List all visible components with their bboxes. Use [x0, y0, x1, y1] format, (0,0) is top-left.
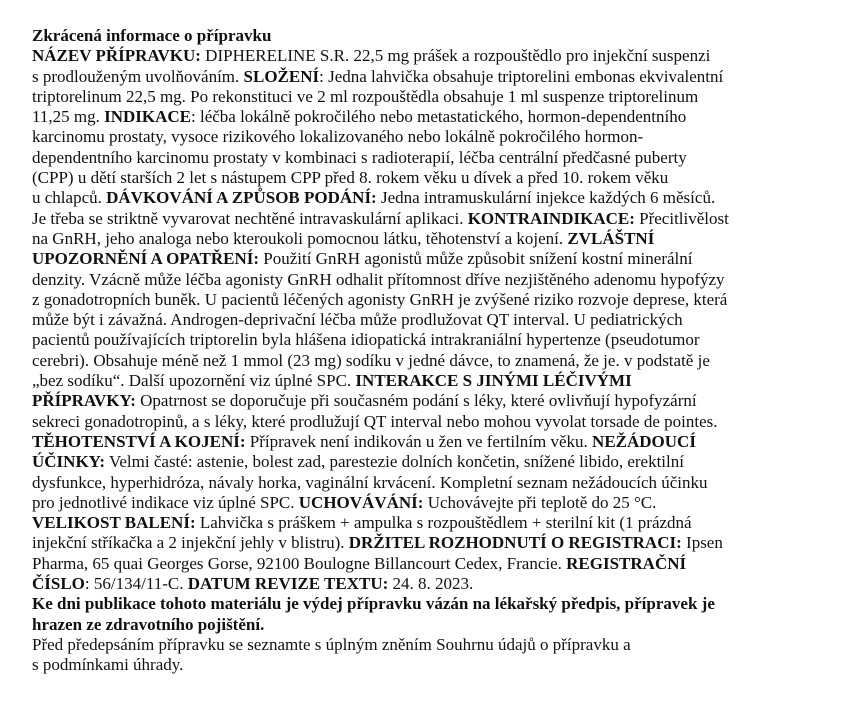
section-heading: DRŽITEL ROZHODNUTÍ O REGISTRACI: [348, 533, 682, 553]
body-text: Přecitlivělost [634, 208, 729, 228]
body-text: na GnRH, jeho analoga nebo kteroukoli pomocnou látku, těhotenství a kojení. [32, 228, 568, 248]
text-line [32, 533, 729, 553]
body-text: dysfunkce, hyperhidróza, návaly horka, vaginální krvácení. Kompletní seznam nežádoucích účinku [32, 472, 708, 492]
body-text: (CPP) u dětí starších 2 let s nástupem CPP před 8. rokem věku u dívek a před 10. rokem věku [32, 168, 669, 188]
body-text: „bez sodíku“. Další upozornění viz úplné SPC. [32, 371, 356, 391]
text-line [32, 87, 729, 107]
body-text: u chlapců. [32, 188, 107, 208]
text-line [32, 473, 729, 493]
body-text: dependentního karcinomu prostaty v kombinaci s radioterapií, léčba centrální předčasné puberty [32, 147, 687, 167]
body-text: 24. 8. 2023. [388, 574, 474, 594]
text-line [32, 554, 729, 574]
section-heading: ÚČINKY: [32, 452, 106, 472]
text-line [32, 615, 729, 635]
body-text: cerebri). Obsahuje méně než 1 mmol (23 mg) sodíku v jedné dávce, to znamená, že je. v podstatě je [32, 350, 710, 370]
section-heading: Ke dni publikace tohoto materiálu je výdej přípravku vázán na lékařský předpis, přípravek je [32, 594, 715, 614]
text-line [32, 594, 729, 614]
body-text: Pharma, 65 quai Georges Gorse, 92100 Boulogne Billancourt Cedex, Francie. [32, 553, 567, 573]
section-heading: INTERAKCE S JINÝMI LÉČIVÝMI [355, 371, 632, 391]
section-heading: ČÍSLO [32, 574, 85, 594]
text-line [32, 412, 729, 432]
section-heading: NÁZEV PŘÍPRAVKU: [32, 46, 201, 66]
text-line [32, 330, 729, 350]
text-line [32, 209, 729, 229]
body-text: pro jednotlivé indikace viz úplné SPC. [32, 492, 299, 512]
body-text: karcinomu prostaty, vysoce rizikového lokalizovaného nebo lokálně pokročilého hormon- [32, 127, 644, 147]
section-heading: ZVLÁŠTNÍ [567, 228, 655, 248]
body-text: triptorelinum 22,5 mg. Po rekonstituci ve 2 ml rozpouštědla obsahuje 1 ml suspenze triptorelinum [32, 86, 699, 106]
body-text: Velmi časté: astenie, bolest zad, parestezie dolních končetin, snížené libido, erektilní [105, 452, 684, 472]
body-text: injekční stříkačka a 2 injekční jehly v blistru). [32, 533, 349, 553]
text-line [32, 290, 729, 310]
body-text: Je třeba se striktně vyvarovat nechtěné intravaskulární aplikaci. [32, 208, 468, 228]
section-heading: UPOZORNĚNÍ A OPATŘENÍ: [32, 249, 260, 269]
text-line [32, 148, 729, 168]
text-line [32, 46, 729, 66]
body-text: Před předepsáním přípravku se seznamte s úplným zněním Souhrnu údajů o přípravku a [32, 634, 631, 654]
section-heading: VELIKOST BALENÍ: [32, 513, 196, 533]
text-line [32, 574, 729, 594]
body-text: pacientů používajících triptorelin byla hlášena idiopatická intrakraniální hypertenze (pseudotumor [32, 330, 700, 350]
body-text: : léčba lokálně pokročilého nebo metastatického, hormon-dependentního [191, 107, 687, 127]
body-text: sekreci gonadotropinů, a s léky, které prodlužují QT interval nebo mohou vyvolat torsade de pointes. [32, 411, 718, 431]
body-text: s prodlouženým uvolňováním. [32, 66, 244, 86]
text-line [32, 391, 729, 411]
document-body [32, 46, 729, 675]
section-heading: DATUM REVIZE TEXTU: [187, 574, 389, 594]
section-heading: DÁVKOVÁNÍ A ZPŮSOB PODÁNÍ: [106, 188, 377, 208]
body-text: Opatrnost se doporučuje při současném podání s léky, které ovlivňují hypofyzární [135, 391, 697, 411]
text-line [32, 493, 729, 513]
document-title: Zkrácená informace o přípravku [32, 26, 272, 45]
body-text: Uchovávejte při teplotě do 25 °C. [423, 492, 657, 512]
body-text: Ipsen [681, 533, 723, 553]
text-line [32, 513, 729, 533]
text-line [32, 249, 729, 269]
text-line [32, 270, 729, 290]
text-line [32, 127, 729, 147]
section-heading: NEŽÁDOUCÍ [592, 431, 696, 451]
body-text: může být i závažná. Androgen-deprivační léčba může prodlužovat QT interval. U pediatrických [32, 310, 683, 330]
text-line [32, 188, 729, 208]
body-text: s podmínkami úhrady. [32, 655, 184, 675]
body-text: Použití GnRH agonistů může způsobit snížení kostní minerální [259, 249, 693, 269]
section-heading: KONTRAINDIKACE: [467, 208, 635, 228]
text-line [32, 351, 729, 371]
body-text: denzity. Vzácně může léčba agonisty GnRH odhalit přítomnost dříve nezjištěného adenomu hypofýzy [32, 269, 725, 289]
body-text: 11,25 mg. [32, 107, 105, 127]
section-heading: REGISTRAČNÍ [566, 553, 687, 573]
spc-summary-document [32, 26, 729, 676]
text-line [32, 371, 729, 391]
body-text: Jedna intramuskulární injekce každých 6 měsíců. [376, 188, 716, 208]
section-heading: UCHOVÁVÁNÍ: [298, 492, 424, 512]
body-text: z gonadotropních buněk. U pacientů léčených agonisty GnRH je zvýšené riziko rozvoje deprese, která [32, 289, 728, 309]
text-line [32, 432, 729, 452]
text-line [32, 168, 729, 188]
text-line [32, 655, 729, 675]
section-heading: PŘÍPRAVKY: [32, 391, 136, 411]
body-text: Přípravek není indikován u žen ve fertilním věku. [245, 431, 593, 451]
text-line [32, 107, 729, 127]
body-text: Lahvička s práškem + ampulka s rozpouštědlem + sterilní kit (1 prázdná [195, 513, 692, 533]
text-line [32, 452, 729, 472]
section-heading: hrazen ze zdravotního pojištění. [32, 614, 265, 634]
body-text: DIPHERELINE S.R. 22,5 mg prášek a rozpouštědlo pro injekční suspenzi [200, 46, 711, 66]
text-line [32, 229, 729, 249]
text-line [32, 635, 729, 655]
section-heading: SLOŽENÍ [243, 66, 320, 86]
body-text: : Jedna lahvička obsahuje triptorelini embonas ekvivalentní [319, 66, 724, 86]
text-line [32, 310, 729, 330]
section-heading: TĚHOTENSTVÍ A KOJENÍ: [32, 431, 246, 451]
text-line [32, 67, 729, 87]
section-heading: INDIKACE [104, 107, 191, 127]
body-text: : 56/134/11-C. [84, 574, 188, 594]
